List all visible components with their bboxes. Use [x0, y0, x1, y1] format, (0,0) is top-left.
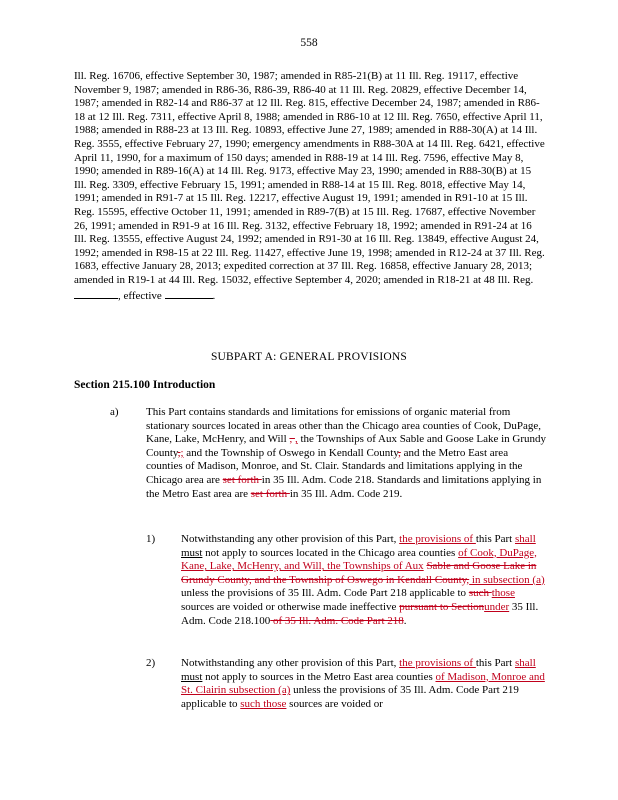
- para-1-label: 1): [146, 533, 156, 545]
- para-a-label: a): [110, 406, 119, 418]
- source-history-text: Ill. Reg. 16706, effective September 30, 1987; amended in R85-21(B) at 11 Ill. Reg. 19117, effective November 9, 1987; amended in R86-36, R86-39, R86-40 at 11 Ill. Reg. 20829, effective December 14, 1987; amended in R82-14 and R86-37 at 12 Ill. Reg. 815, effective December 24, 1987; amended in R86-18 at 12 Ill. Reg. 7311, effective April 8, 1988; amended in R86-10 at 12 Ill. Reg. 7650, effective April 11, 1988; amended in R88-23 at 13 Ill. Reg. 10893, effective June 27, 1989; amended in R88-30(A) at 14 Ill. Reg. 3555, effective February 27, 1990; emergency amendments in R88-30A at 14 Ill. Reg. 6421, effective April 11, 1990, for a maximum of 150 days; amended in R88-19 at 14 Ill. Reg. 7596, effective May 8, 1990; amended in R89-16(A) at 14 Ill. Reg. 9173, effective May 23, 1990; amended in R88-30(B) at 15 Ill. Reg. 3309, effective February 15, 1991; amended in R88-14 at 15 Ill. Reg. 8018, effective May 14, 1991; amended in R91-7 at 15 Ill. Reg. 12217, effective August 19, 1991; amended in R91-10 at 15 Ill. Reg. 15595, effective October 11, 1991; amended in R89-7(B) at 15 Ill. Reg. 17687, effective November 26, 1991; amended in R91-9 at 16 Ill. Reg. 3132, effective February 18, 1992; amended in R91-24 at 16 Ill. Reg. 13555, effective August 24, 1992; amended in R91-30 at 16 Ill. Reg. 13849, effective August 24, 1992; amended in R98-15 at 22 Ill. Reg. 11427, effective June 19, 1998; amended in R12-24 at 37 Ill. Reg. 1683, effective January 28, 2013; expedited correction at 37 Ill. Reg. 16858, effective January 28, 2013; amended in R19-1 at 44 Ill. Reg. 15032, effective September 4, 2020; amended in R18-21 at 48 Ill. Reg.: [74, 70, 545, 286]
- blank-issue: [74, 288, 118, 299]
- paragraph-1: Notwithstanding any other provision of this Part, the provisions of this Part shall must not apply to sources located in the Chicago area counties of Cook, DuPage, Kane, Lake, McHenry, and Will, the Townships of Aux Sable and Goose Lake in Grundy County, and the Township of Oswego in Kendall County, in subsection (a) unless the provisions of 35 Ill. Adm. Code Part 218 applicable to such those sources are voided or otherwise made ineffective pursuant to Sectionunder 35 Ill. Adm. Code 218.100 of 35 Ill. Adm. Code Part 218.: [181, 533, 545, 627]
- blank-effective-date: [165, 288, 213, 299]
- source-note: Ill. Reg. 16706, effective September 30, 1987; amended in R85-21(B) at 11 Ill. Reg. 19117, effective November 9, 1987; amended in R86-36, R86-39, R86-40 at 11 Ill. Reg. 20829, effective December 14, 1987; amended in R82-14 and R86-37 at 12 Ill. Reg. 815, effective December 24, 1987; amended in R86-18 at 12 Ill. Reg. 7311, effective April 8, 1988; amended in R86-10 at 12 Ill. Reg. 7650, effective April 11, 1988; amended in R88-23 at 13 Ill. Reg. 10893, effective June 27, 1989; amended in R88-30(A) at 14 Ill. Reg. 3555, effective February 27, 1990; emergency amendments in R88-30A at 14 Ill. Reg. 6421, effective April 11, 1990, for a maximum of 150 days; amended in R88-19 at 14 Ill. Reg. 7596, effective May 8, 1990; amended in R89-16(A) at 14 Ill. Reg. 9173, effective May 23, 1990; amended in R88-30(B) at 15 Ill. Reg. 3309, effective February 15, 1991; amended in R88-14 at 15 Ill. Reg. 8018, effective May 14, 1991; amended in R91-7 at 15 Ill. Reg. 12217, effective August 19, 1991; amended in R91-10 at 15 Ill. Reg. 15595, effective October 11, 1991; amended in R89-7(B) at 15 Ill. Reg. 17687, effective November 26, 1991; amended in R91-9 at 16 Ill. Reg. 3132, effective February 18, 1992; amended in R91-24 at 16 Ill. Reg. 13555, effective August 24, 1992; amended in R91-30 at 16 Ill. Reg. 13849, effective August 24, 1992; amended in R98-15 at 22 Ill. Reg. 11427, effective June 19, 1998; amended in R12-24 at 37 Ill. Reg. 1683, effective January 28, 2013; expedited correction at 37 Ill. Reg. 16858, effective January 28, 2013; amended in R19-1 at 44 Ill. Reg. 15032, effective September 4, 2020; amended in R18-21 at 48 Ill. Reg. , effective .: [74, 70, 545, 302]
- subpart-heading: SUBPART A: GENERAL PROVISIONS: [210, 351, 408, 363]
- paragraph-a: This Part contains standards and limitations for emissions of organic material from stationary sources located in areas other than the Chicago area counties of Cook, DuPage, Kane, Lake, McHenry, and Will , , the Townships of Aux Sable and Goose Lake in Grundy County,; and the Township of Oswego in Kendall County, and the Metro East area counties of Madison, Monroe, and St. Clair. Standards and limitations applying in the Chicago area are set forth in 35 Ill. Adm. Code 218. Standards and limitations applying in the Metro East area are set forth in 35 Ill. Adm. Code 219.: [146, 406, 547, 500]
- para-2-label: 2): [146, 657, 156, 669]
- paragraph-2: Notwithstanding any other provision of this Part, the provisions of this Part shall must not apply to sources in the Metro East area counties of Madison, Monroe and St. Clairin subsection (a) unless the provisions of 35 Ill. Adm. Code Part 219 applicable to such those sources are voided or: [181, 657, 545, 710]
- section-heading: Section 215.100 Introduction: [74, 379, 216, 391]
- page-number: 558: [300, 37, 318, 49]
